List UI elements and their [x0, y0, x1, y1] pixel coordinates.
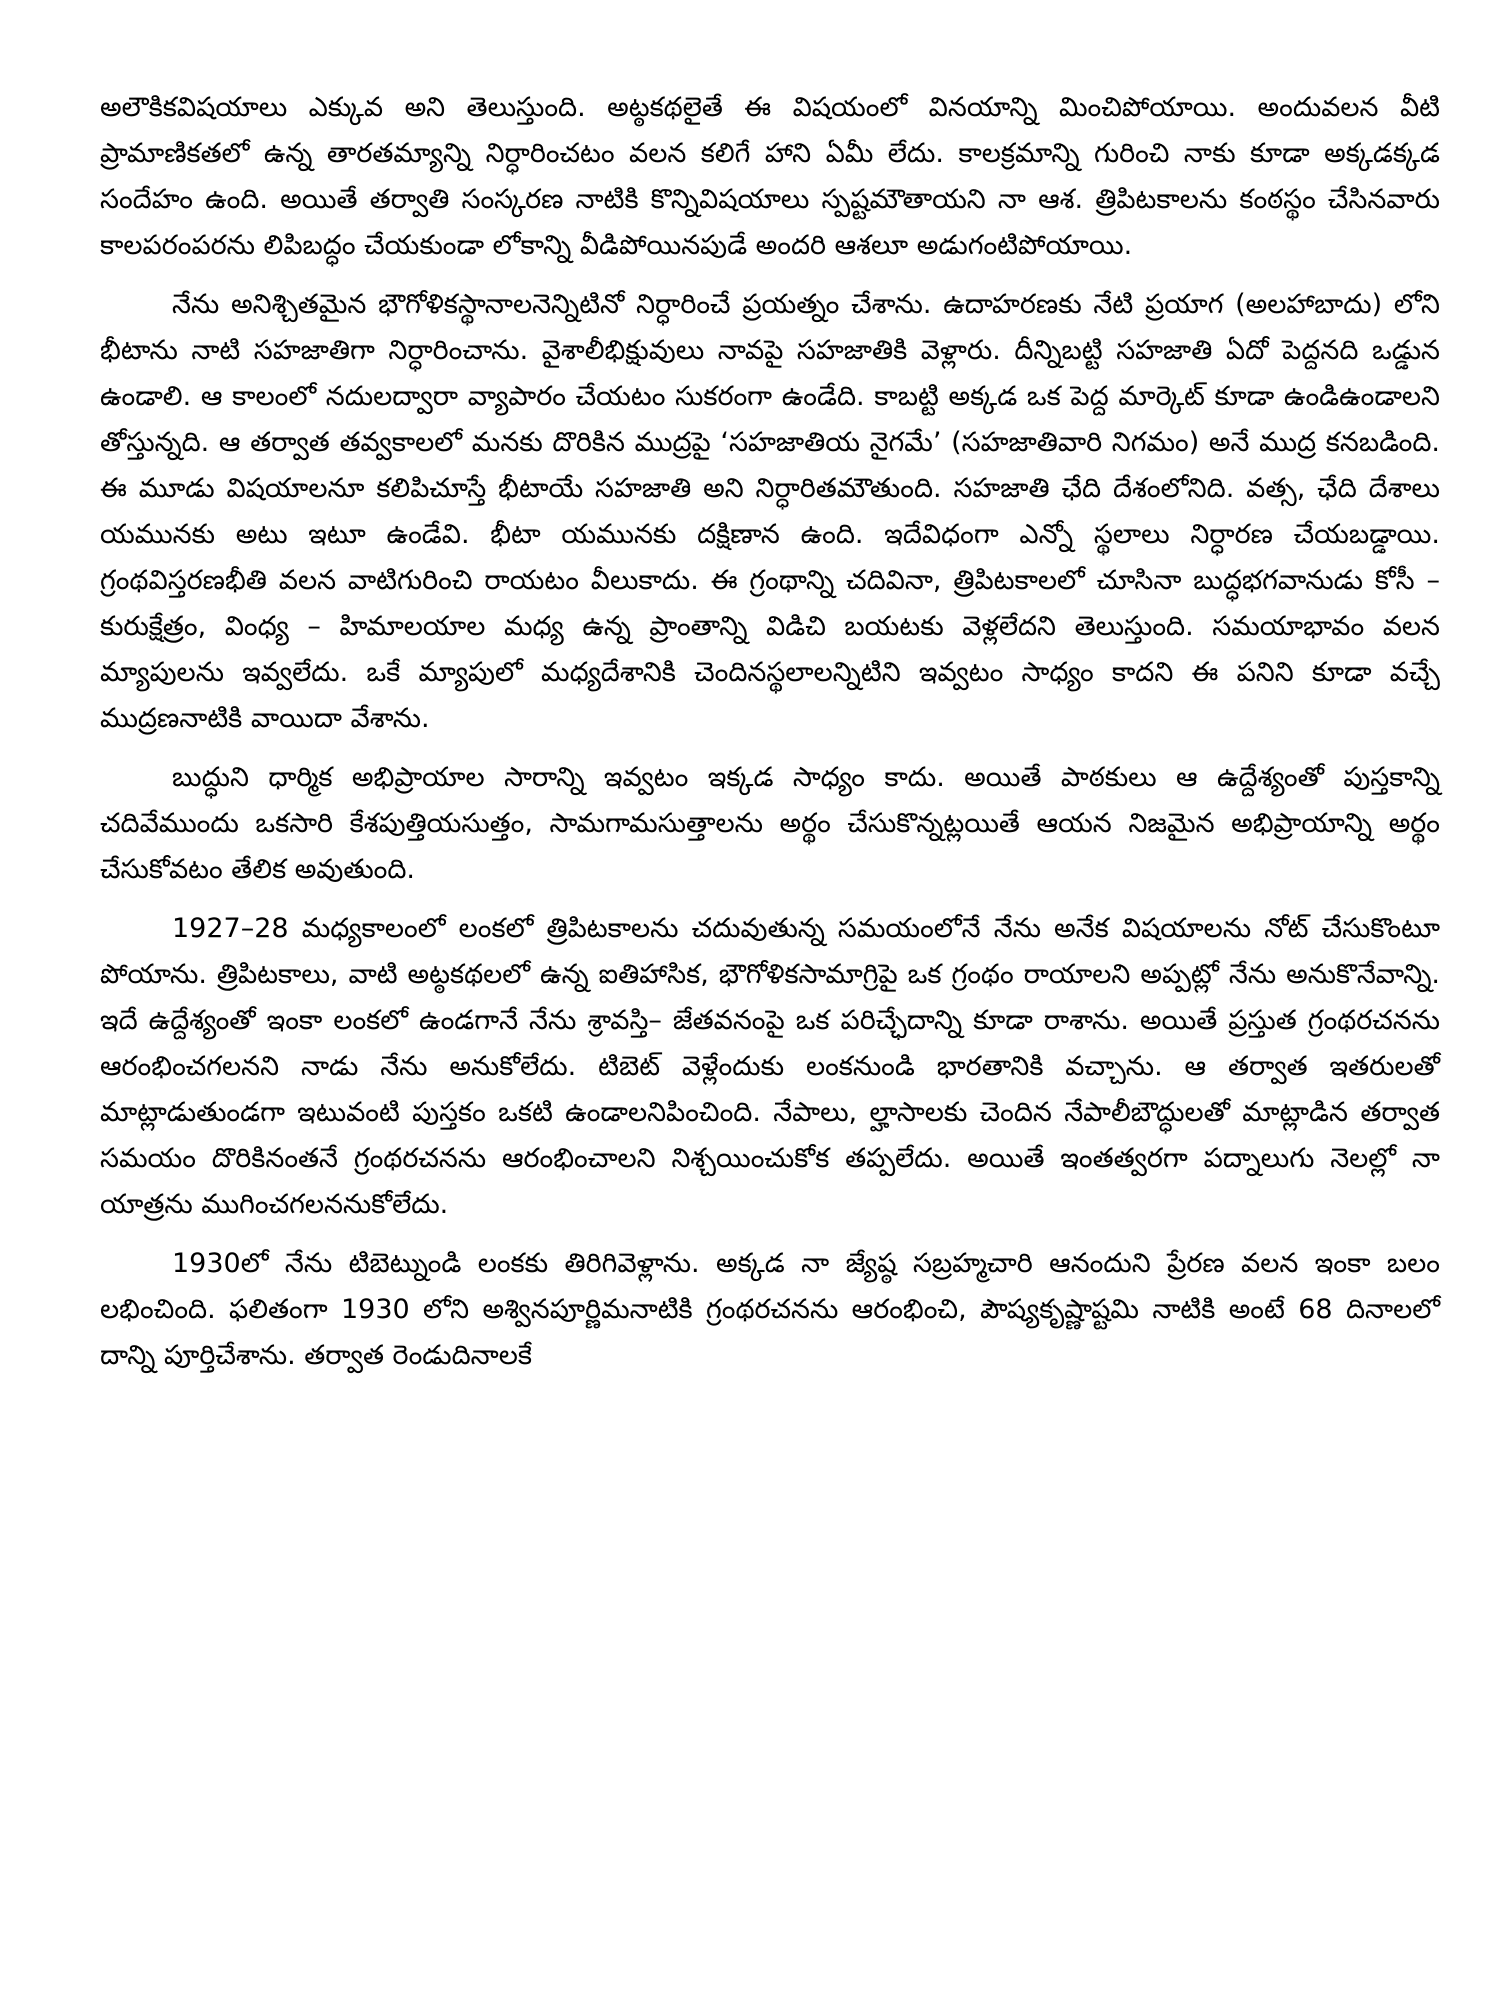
paragraph-5: 1930లో నేను టిబెట్నుండి లంకకు తిరిగివెళ్లాను. అక్కడ నా జ్యేష్ఠ సబ్రహ్మచారి ఆనందుని ప్రేరణ వలన ఇంకా బలం లభించింది. ఫలితంగా 1930 లోని అశ్వినపూర్ణిమనాటికి గ్రంథరచనను ఆరంభించి, పౌష్యకృష్ణాష్టమి నాటికి అంటే 68 దినాలలో దాన్ని పూర్తిచేశాను. తర్వాత రెండుదినాలకే [100, 1248, 1440, 1371]
paragraph-3: బుద్ధుని ధార్మిక అభిప్రాయాల సారాన్ని ఇవ్వటం ఇక్కడ సాధ్యం కాదు. అయితే పాఠకులు ఆ ఉద్దేశ్యంతో పుస్తకాన్ని చదివేముందు ఒకసారి కేశపుత్తియసుత్తం, సామగామసుత్తాలను అర్థం చేసుకొన్నట్లయితే ఆయన నిజమైన అభిప్రాయాన్ని అర్థం చేసుకోవటం తేలిక అవుతుంది. [100, 762, 1440, 885]
paragraph-1: అలౌకికవిషయాలు ఎక్కువ అని తెలుస్తుంది. అట్ఠకథలైతే ఈ విషయంలో వినయాన్ని మించిపోయాయి. అందువలన వీటి ప్రామాణికతలో ఉన్న తారతమ్యాన్ని నిర్ధారించటం వలన కలిగే హాని ఏమీ లేదు. కాలక్రమాన్ని గురించి నాకు కూడా అక్కడక్కడ సందేహం ఉంది. అయితే తర్వాతి సంస్కరణ నాటికి కొన్నివిషయాలు స్పష్టమౌతాయని నా ఆశ. త్రిపిటకాలను కంఠస్థం చేసినవారు కాలపరంపరను లిపిబద్ధం చేయకుండా లోకాన్ని వీడిపోయినపుడే అందరి ఆశలూ అడుగంటిపోయాయి. [100, 92, 1440, 261]
document-page [100, 85, 1440, 1392]
paragraph-2: నేను అనిశ్చితమైన భౌగోళికస్థానాలనెన్నిటినో నిర్ధారించే ప్రయత్నం చేశాను. ఉదాహరణకు నేటి ప్రయాగ (అలహాబాదు) లోని భీటాను నాటి సహజాతిగా నిర్ధారించాను. వైశాలీభిక్షువులు నావపై సహజాతికి వెళ్లారు. దీన్నిబట్టి సహజాతి ఏదో పెద్దనది ఒడ్డున ఉండాలి. ఆ కాలంలో నదులద్వారా వ్యాపారం చేయటం సుకరంగా ఉండేది. కాబట్టి అక్కడ ఒక పెద్ద మార్కెట్ కూడా ఉండిఉండాలని తోస్తున్నది. ఆ తర్వాత తవ్వకాలలో మనకు దొరికిన ముద్రపై ‘సహజాతియ నైగమే’ (సహజాతివారి నిగమం) అనే ముద్ర కనబడింది. ఈ మూడు విషయాలనూ కలిపిచూస్తే భీటాయే సహజాతి అని నిర్ధారితమౌతుంది. సహజాతి ఛేది దేశంలోనిది. వత్స, ఛేది దేశాలు యమునకు అటు ఇటూ ఉండేవి. భీటా యమునకు దక్షిణాన ఉంది. ఇదేవిధంగా ఎన్నో స్థలాలు నిర్ధారణ చేయబడ్డాయి. గ్రంథవిస్తరణభీతి వలన వాటిగురించి రాయటం వీలుకాదు. ఈ గ్రంథాన్ని చదివినా, త్రిపిటకాలలో చూసినా బుద్ధభగవానుడు కోసీ – కురుక్షేత్రం, వింధ్య – హిమాలయాల మధ్య ఉన్న ప్రాంతాన్ని విడిచి బయటకు వెళ్లలేదని తెలుస్తుంది. సమయాభావం వలన మ్యాపులను ఇవ్వలేదు. ఒకే మ్యాపులో మధ్యదేశానికి చెందినస్థలాలన్నిటిని ఇవ్వటం సాధ్యం కాదని ఈ పనిని కూడా వచ్చే ముద్రణనాటికి వాయిదా వేశాను. [100, 289, 1440, 734]
paragraph-4: 1927–28 మధ్యకాలంలో లంకలో త్రిపిటకాలను చదువుతున్న సమయంలోనే నేను అనేక విషయాలను నోట్ చేసుకొంటూ పోయాను. త్రిపిటకాలు, వాటి అట్ఠకథలలో ఉన్న ఐతిహాసిక, భౌగోళికసామాగ్రిపై ఒక గ్రంథం రాయాలని అప్పట్లో నేను అనుకొనేవాన్ని. ఇదే ఉద్దేశ్యంతో ఇంకా లంకలో ఉండగానే నేను శ్రావస్తి– జేతవనంపై ఒక పరిచ్ఛేదాన్ని కూడా రాశాను. అయితే ప్రస్తుత గ్రంథరచనను ఆరంభించగలనని నాడు నేను అనుకోలేదు. టిబెట్ వెళ్లేందుకు లంకనుండి భారతానికి వచ్చాను. ఆ తర్వాత ఇతరులతో మాట్లాడుతుండగా ఇటువంటి పుస్తకం ఒకటి ఉండాలనిపించింది. నేపాలు, ల్హాసాలకు చెందిన నేపాలీబౌద్ధులతో మాట్లాడిన తర్వాత సమయం దొరికినంతనే గ్రంథరచనను ఆరంభించాలని నిశ్చయించుకోక తప్పలేదు. అయితే ఇంతత్వరగా పద్నాలుగు నెలల్లో నా యాత్రను ముగించగలననుకోలేదు. [100, 913, 1440, 1220]
